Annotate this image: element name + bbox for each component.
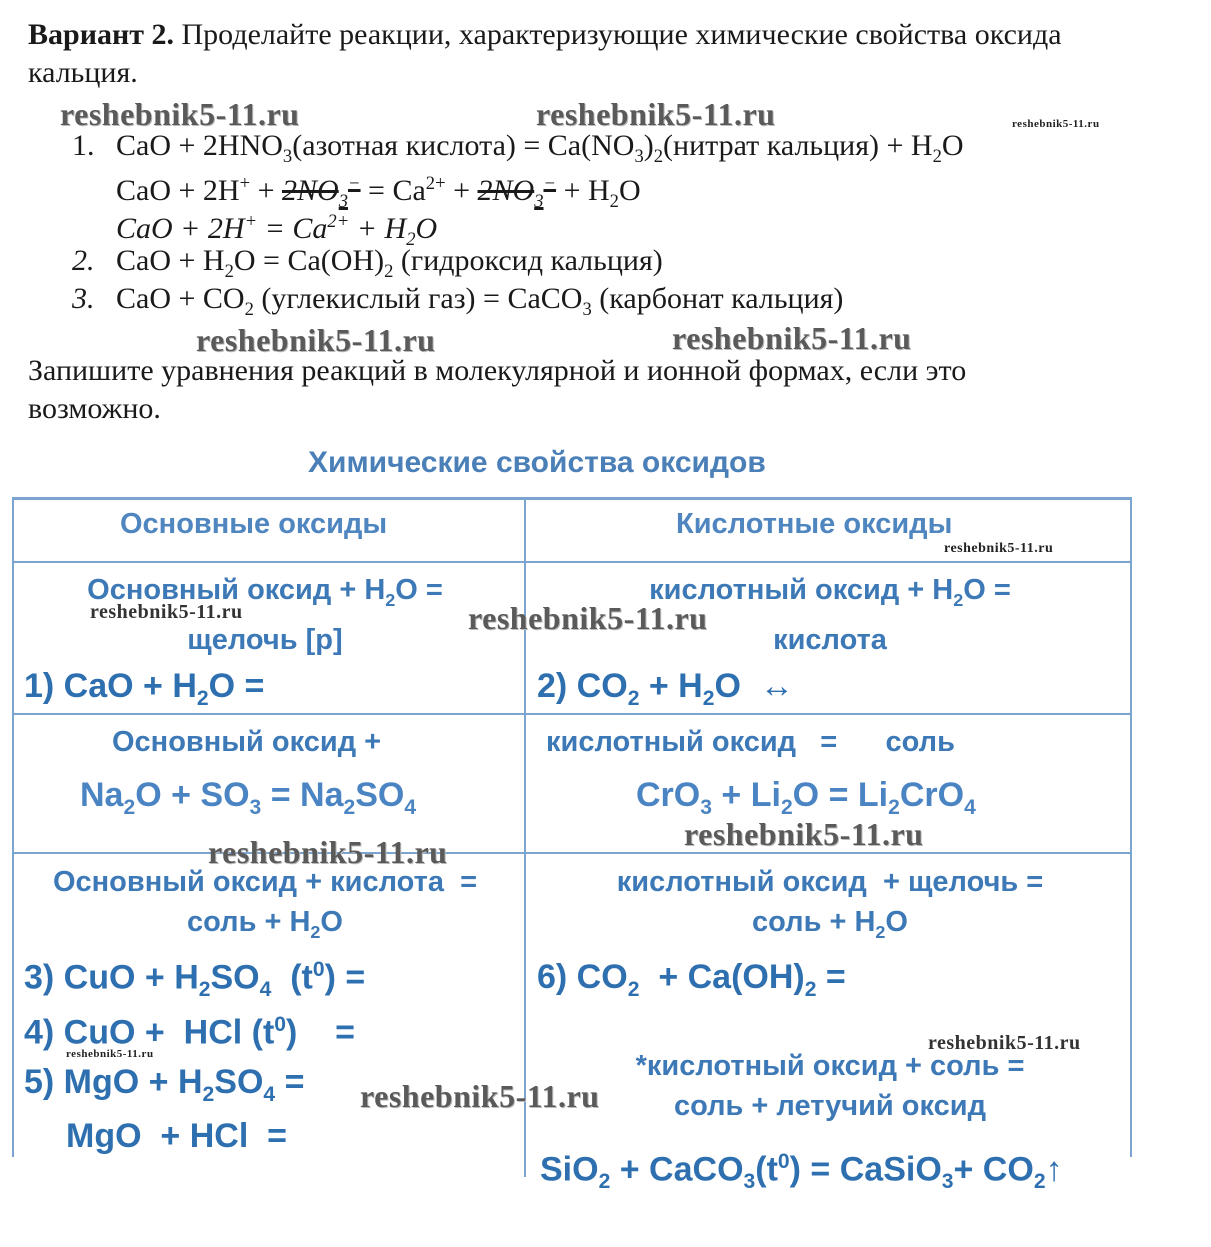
rule-basic-plus: Основный оксид + [112, 726, 382, 758]
eq-4: 4) CuO + HCl $(t^0)$ = [24, 1013, 355, 1052]
watermark: reshebnik5-11.ru [196, 322, 436, 358]
item-number: 1. [72, 129, 95, 162]
eq-cro3-li2o: $CrO_3 + Li_2O = Li_2CrO_4$ [636, 776, 976, 819]
watermark: reshebnik5-11.ru [468, 600, 708, 636]
watermark: reshebnik5-11.ru [208, 834, 448, 870]
watermark: reshebnik5-11.ru [60, 96, 300, 132]
variant-label: Вариант 2. [28, 18, 175, 51]
rule-basic-water: Основный оксид + $H_2O$ = щелочь [р] [87, 574, 443, 656]
rule-acidic-salt-volatile: *кислотный оксид + соль = соль + летучий оксид [635, 1050, 1025, 1122]
table-divider-middle [524, 497, 526, 1177]
table-row-line-1 [12, 561, 1132, 563]
eq-na2o-so3: $Na_2O + SO_3 = Na_2SO_4$ [80, 776, 417, 819]
task-line-1 [28, 16, 1062, 54]
task-line-2: кальция. [28, 56, 138, 89]
watermark: reshebnik5-11.ru [1012, 118, 1100, 130]
solution-item-2-num: 2. [72, 244, 95, 277]
solution-eq-1-ionic: CaO + $2H^+ + 2NO_3^- = Ca^{2+} + 2NO_3^- + H_2O$ [116, 173, 641, 212]
solution-eq-1-short-ionic: CaO + $2H^+ = Ca^{2+} + H_2O$ [116, 211, 438, 250]
watermark: reshebnik5-11.ru [90, 601, 243, 623]
rule-acidic-salt: кислотный оксид = соль [546, 726, 955, 758]
watermark: reshebnik5-11.ru [944, 541, 1054, 556]
watermark: reshebnik5-11.ru [672, 320, 912, 356]
table-border-left [12, 497, 14, 1157]
header-acidic-oxides: Кислотные оксиды [676, 508, 953, 540]
watermark: reshebnik5-11.ru [360, 1078, 600, 1114]
table-row-line-3 [12, 852, 1132, 854]
eq-sio2-caco3: $SiO_2 + CaCO_3(t^0)$ = CaSiO$_3$+ $CO_2↑$ [540, 1150, 1063, 1194]
eq-1: 1) CaO + $H_2O$ = [24, 667, 265, 710]
eq-6: 6) $CO_2 + Ca(OH)_2$ = [537, 958, 846, 1001]
rule-basic-acid: Основный оксид + кислота = соль + $H_2O$ [52, 866, 478, 942]
table-border-top [12, 497, 1132, 500]
table-title: Химические свойства оксидов [308, 446, 766, 479]
eq-3: 3) CuO + $H_2SO_4$ $(t^0)$ = [24, 958, 366, 1002]
table-border-right [1130, 497, 1132, 1157]
watermark: reshebnik5-11.ru [928, 1032, 1081, 1054]
header-basic-oxides: Основные оксиды [120, 508, 388, 540]
solution-item-3-num: 3. [72, 282, 95, 315]
instruction-line-1: Запишите уравнения реакций в молекулярной и ионной формах, если это [28, 354, 967, 387]
watermark: reshebnik5-11.ru [536, 96, 776, 132]
solution-eq-3: CaO + $CO_2$ (углекислый газ) = CaCO$_3$ (карбонат кальция) [116, 282, 844, 320]
eq-5b: MgO + HCl = [66, 1117, 288, 1155]
instruction-line-2: возможно. [28, 392, 161, 425]
solution-eq-1: CaO + $2HNO_3(азотная$ кислота) = $Ca(NO_3)_2(нитрат$ кальция) + $H_2O$ [116, 129, 964, 167]
solution-eq-2: CaO + $H_2O = Ca(OH)_2$ (гидроксид кальция) [116, 244, 663, 282]
task-text: Проделайте реакции, характеризующие химические свойства оксида [174, 18, 1062, 51]
eq-2: 2) $CO_2 + H_2O$ ↔ [537, 667, 794, 710]
eq-5: 5) MgO + $H_2SO_4$ = [24, 1063, 305, 1106]
watermark: reshebnik5-11.ru [66, 1048, 154, 1060]
watermark: reshebnik5-11.ru [684, 816, 924, 852]
rule-acidic-water: кислотный оксид + $H_2O$ = кислота [649, 574, 1011, 656]
rule-acidic-alkali: кислотный оксид + щелочь = соль + $H_2O$ [616, 866, 1044, 942]
